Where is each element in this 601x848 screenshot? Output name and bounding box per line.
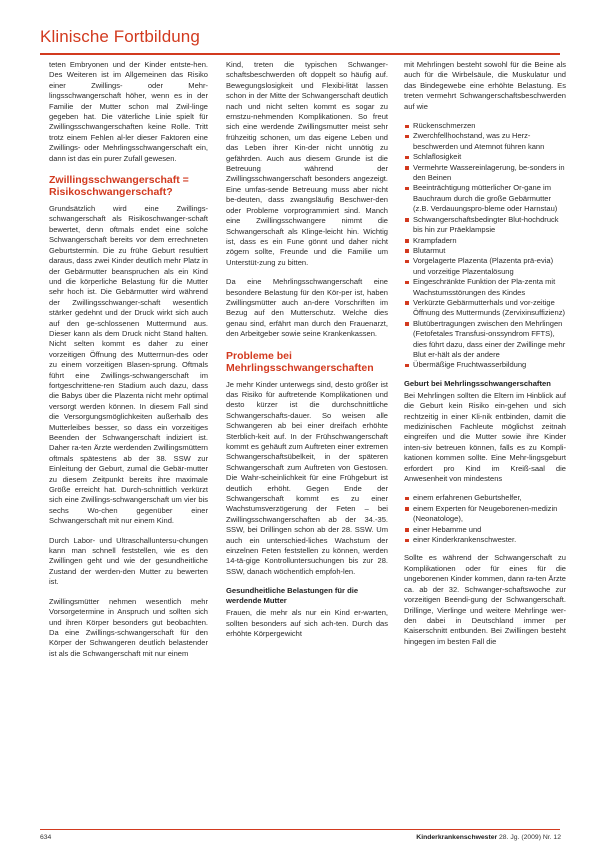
list-item: Zwerchfellhochstand, was zu Herz-beschwerden und Atemnot führen kann <box>404 131 566 152</box>
list-item: Vorgelagerte Plazenta (Plazenta prä-evia) und vorzeitige Plazentalösung <box>404 256 566 277</box>
list-item: Rückenschmerzen <box>404 121 566 131</box>
list-item: Übermäßige Fruchtwasserbildung <box>404 360 566 370</box>
journal-issue: 28. Jg. (2009) Nr. 12 <box>497 834 561 841</box>
paragraph: Je mehr Kinder unterwegs sind, desto größer ist das Risiko für auftretende Komplikationen und desto kürzer ist die durchschnittliche Schwangerschafts-dauer. So weisen alle Schwangeren ab bei einer dreifach erhöhte Sterblich-keit auf. In der Frühschwangerschaft kommt es gehäuft zum Auftreten einer extremen Schwangerschaftsübelkeit, in der späteren Schwangerschaft zum Auftreten von Gestosen. Die Wahr-scheinlichkeit für eine Frühgeburt ist deutlich erhöht. Gegen Ende der Schwangerschaft kommt es zu einer Wachstumsverzögerung der Feten – bei Zwillingsschwangerschaften ab der 34.-35. SSW, bei Drillingen schon ab der 28. SSW. Um auch ein unterschied-liches Wachstum der einzelnen Feten feststellen zu können, werden 14-tä-gige Kontrolluntersuchungen bis zur 28. SSW, danach wöchentlich empfoh-len. <box>226 379 388 576</box>
list-item: Eingeschränkte Funktion der Pla-zenta mit Wachstumsstörungen des Kindes <box>404 277 566 298</box>
list-item: Krampfadern <box>404 236 566 246</box>
page-number: 634 <box>40 834 52 841</box>
paragraph: teten Embryonen und der Kinder entste-hen. Des Weiteren ist im Allgemeinen das Risiko einer Zwillings- oder Mehr-lingsschwangerschaft höher, wenn es in der Familie der Mutter schon mal Zwil-linge gegeben hat. Die väterliche Linie spielt für Zwillingsschwangerschaften keine Rolle. Tritt trotz einem Fehlen al-ler dieser Faktoren eine Zwillings- oder Mehrlingsschwangerschaft ein, dann ist das ein purer Zufall gewesen. <box>49 60 208 163</box>
journal-name: Kinderkrankenschwester <box>416 834 498 841</box>
list-item: einer Hebamme und <box>404 525 566 535</box>
subheading: Geburt bei Mehrlingsschwangerschaften <box>404 378 551 388</box>
paragraph: Da eine Mehrlingsschwangerschaft eine besondere Belastung für den Kör-per ist, haben Zwillingsmütter auch an-dere Vorschriften im Bezug auf den Mutterschutz. Welche dies genau sind, erfährt man durch den Frauenarzt, den Arbeitgeber sowie seine Krankenkassen. <box>226 277 388 339</box>
list-item: Verkürzte Gebärmutterhals und vor-zeitige Öffnung des Muttermunds (Zervixinsuffizienz) <box>404 298 566 319</box>
header-divider <box>40 53 560 55</box>
list-item: Schlaflosigkeit <box>404 152 566 162</box>
page-header <box>0 0 601 56</box>
paragraph: Kind, treten die typischen Schwanger-schaftsbeschwerden oft doppelt so häufig auf. Bewegungslosigkeit und Flexibi-lität lassen schon in der Mitte der Schwangerschaft deutlich nach und nicht selten kommt es sogar zu ernstzu-nehmenden Komplikationen. So freut sich eine werdende Zwillingsmutter meist sehr frühzeitig schonen, um das eigene Leben und das Leben ihrer Kin-der nicht unnötig zu gefährden. Auch aus diesem Grunde ist die Betreuung während der Zwillingsschwangerschaft besonders angezeigt. Eine umfas-sende Betreuung muss aber nicht be-deuten, dass zwangsläufig Beschwer-den oder Probleme vorprogrammiert sind. Manch eine Zwillingsschwangere nimmt die Schwangerschaft als Klinge-leicht hin. Wichtig ist, dass es ein Fune gönnt und daher nicht zögern sollte, Freunde und die Familie um Unterstüt-zung zu bitten. <box>226 60 388 267</box>
symptom-list <box>404 121 566 371</box>
list-item: einem erfahrenen Geburtshelfer, <box>404 493 566 503</box>
paragraph: Grundsätzlich wird eine Zwillings-schwangerschaft als Risikoschwanger-schaft bewertet, denn oftmals endet eine solche Schwangerschaft bereits vor dem errechneten Geburtstermin. Die zu frühe Geburt resultiert daraus, dass zwei Kinder deutlich mehr Platz in der Gebärmutter beanspruchen als ein Kind und die körperliche Belastung für die Mutter sehr hoch ist. Die Gebärmutter wird während der Zwillingsschwanger-schaft wesentlich stärker gedehnt und der Druck wirkt sich auch auf den ge-schlossenen Muttermund aus. Dieser kann als dem Druck nicht Stand halten. Nicht selten kommt es daher zu einer vorzeitigen Öffnung des Mutterrnun-des oder zu einem vorzeitigen Blasen-sprung. Oftmals führt eine Zwillings-schwangerschaft im fortgeschrittene-ren Stadium auch dazu, dass die Babys über die Plazenta nicht mehr optimal versorgt werden können. In diesem Fall sind die Versorgungsmöglichkeiten außerhalb des Mutterleibes besser, so dass ein vorzeitiges Beenden der Schwangerschaft indiziert ist. Daher ra-ten Ärzte werdenden Zwillingsmüttern oftmals spätestens ab der 38. SSW zur Einleitung der Geburt, zumal die Gebär-mutter zu diesem Zeitpunkt bereits ihre maximale Größe erreicht hat. Durch-schnittlich verkürzt sich eine Zwillings-schwangerschaft um vier bis sechs Wo-chen gegenüber einer Schwangerschaft mit nur einem Kind. <box>49 204 208 526</box>
page-footer <box>0 826 601 848</box>
footer-divider <box>40 829 560 830</box>
paragraph: Zwillingsmütter nehmen wesentlich mehr Vorsorgetermine in Anspruch und sollten sich und ihren Körper besonders gut beobachten. Da eine Zwillings-schwangerschaft für den Körper der Schwangeren deutlich belastender ist als die Schwangerschaft mit nur einem <box>49 596 208 658</box>
subheading: Gesundheitliche Belastungen für die werdende Mutter <box>226 586 359 606</box>
list-item: Blutarmut <box>404 246 566 256</box>
list-item: Vermehrte Wassereinlagerung, be-sonders in den Beinen <box>404 163 566 184</box>
paragraph: mit Mehrlingen besteht sowohl für die Beine als auch für die Wirbelsäule, die Muskulatur und das Bindegewebe eine erhöhte Belastung. Es treten vermehrt Schwangerschaftsbeschwerden auf wie <box>404 60 566 111</box>
section-title: Klinische Fortbildung <box>40 27 200 46</box>
section-heading: Zwillingsschwangerschaft = Risikoschwangerschaft? <box>49 174 189 199</box>
list-item: einer Kinderkrankenschwester. <box>404 535 566 545</box>
paragraph: Sollte es während der Schwangerschaft zu Komplikationen oder für eines für die ungeborenen Kinder kommen, dann ra-ten Ärzte ca. ab der 32. Schwanger-schaftswoche zur vorzeitigen Beendi-gung der Schwangerschaft. Drillinge, Vierlinge und weitere Mehrlinge wer-den dabei in Deutschland immer per Kaiserschnitt entbunden. Bei Zwillingen besteht hingegen im besten Fall die <box>404 553 566 646</box>
list-item: Beeinträchtigung mütterlicher Or-gane im Bauchraum durch die große Gebärmutter (z.B. Verdauungspro-bleme oder Harnstau) <box>404 183 566 214</box>
list-item: Blutübertragungen zwischen den Mehrlingen (Fetofetales Transfusi-onssyndrom FFTS), dies führt dazu, dass einer der Zwillinge mehr Blut er-hält als der andere <box>404 319 566 361</box>
journal-reference <box>416 834 561 841</box>
section-heading: Probleme bei Mehrlingsschwangerschaften <box>226 349 374 374</box>
staff-list <box>404 493 566 545</box>
column-3 <box>404 60 566 825</box>
column-2 <box>226 60 388 825</box>
paragraph: Durch Labor- und Ultraschalluntersu-chungen kann man schnell feststellen, wie es den Zwillingen geht und wie der gesundheitliche Zustand der werden-den Mutter zu bewerten ist. <box>49 535 208 587</box>
list-item: Schwangerschaftsbedingter Blut-hochdruck bis hin zur Präeklampsie <box>404 215 566 236</box>
paragraph: Bei Mehrlingen sollten die Eltern im Hinblick auf die Geburt kein Risiko ein-gehen und sich rechtzeitig in einer Kli-nik entbinden, damit die medizinischen Fachleute möglichst zeitnah eingreifen und die Mutter sowie ihre Kinder inten-siv betreuen können, falls es zu Kompli-kationen kommen sollte. Eine Mehr-lingsgeburt erfordert pro Kind im Kreiß-saal die Anwesenheit von mindestens <box>404 390 566 484</box>
list-item: einem Experten für Neugeborenen-medizin (Neonatologe), <box>404 504 566 525</box>
paragraph: Frauen, die mehr als nur ein Kind er-warten, sollten besonders auf sich ach-ten. Durch das erhöhte Körpergewicht <box>226 608 388 639</box>
column-1 <box>49 60 208 825</box>
